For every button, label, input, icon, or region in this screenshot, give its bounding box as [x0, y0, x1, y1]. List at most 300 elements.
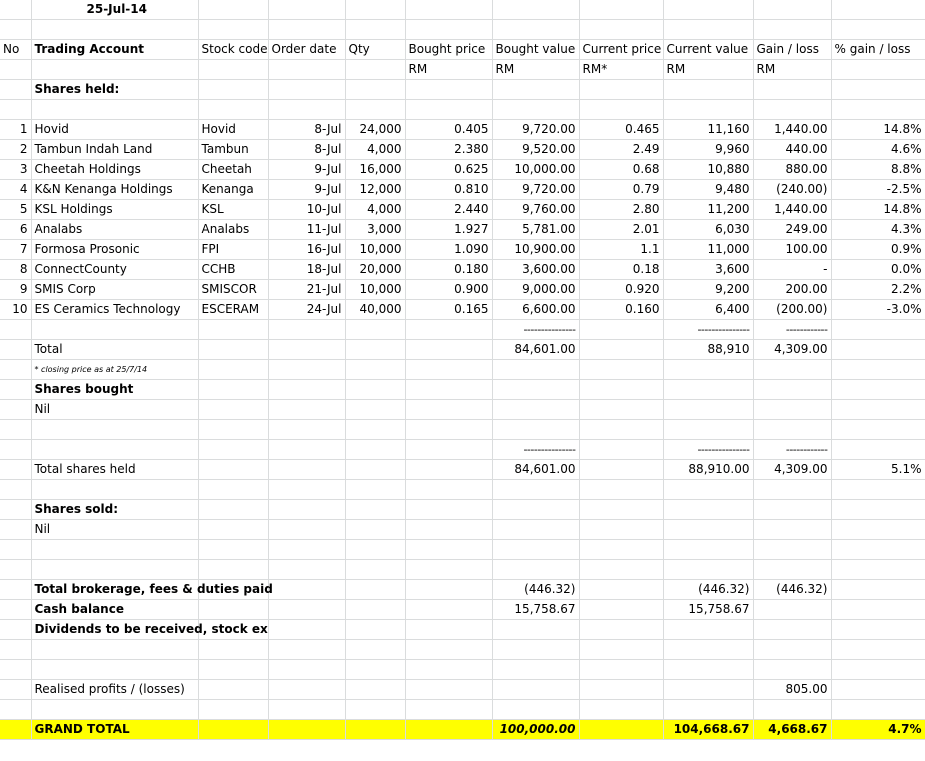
empty-cell[interactable] — [405, 600, 492, 620]
cell-bought-value[interactable]: 9,760.00 — [492, 200, 579, 220]
empty-cell[interactable] — [31, 420, 198, 440]
empty-cell[interactable] — [579, 680, 663, 700]
subtotal-line[interactable]: ------------ — [753, 320, 831, 340]
empty-cell[interactable] — [663, 480, 753, 500]
empty-cell[interactable] — [268, 720, 345, 740]
total-held-gain[interactable]: 4,309.00 — [753, 460, 831, 480]
cash-balance-label[interactable]: Cash balance — [31, 600, 198, 620]
cell-current-value[interactable]: 9,480 — [663, 180, 753, 200]
cell-no[interactable]: 2 — [0, 140, 31, 160]
empty-cell[interactable] — [831, 600, 925, 620]
empty-cell[interactable] — [198, 520, 268, 540]
grand-total-pct[interactable]: 4.7% — [831, 720, 925, 740]
cell-qty[interactable]: 4,000 — [345, 200, 405, 220]
empty-cell[interactable] — [268, 500, 345, 520]
empty-cell[interactable] — [579, 380, 663, 400]
empty-cell[interactable] — [198, 560, 268, 580]
empty-cell[interactable] — [579, 360, 663, 380]
cell-order-date[interactable]: 10-Jul — [268, 200, 345, 220]
empty-cell[interactable] — [268, 520, 345, 540]
empty-cell[interactable] — [0, 720, 31, 740]
empty-cell[interactable] — [579, 620, 663, 640]
empty-cell[interactable] — [663, 360, 753, 380]
empty-cell[interactable] — [268, 320, 345, 340]
empty-cell[interactable] — [753, 0, 831, 20]
shares-sold-value[interactable]: Nil — [31, 520, 198, 540]
cell-bought-value[interactable]: 3,600.00 — [492, 260, 579, 280]
empty-cell[interactable] — [345, 520, 405, 540]
empty-cell[interactable] — [492, 0, 579, 20]
shares-bought-value[interactable]: Nil — [31, 400, 198, 420]
cell-current-price[interactable]: 2.49 — [579, 140, 663, 160]
empty-cell[interactable] — [405, 340, 492, 360]
empty-cell[interactable] — [753, 600, 831, 620]
empty-cell[interactable] — [345, 560, 405, 580]
empty-cell[interactable] — [0, 600, 31, 620]
empty-cell[interactable] — [753, 360, 831, 380]
empty-cell[interactable] — [579, 340, 663, 360]
header-gain-loss[interactable]: Gain / loss — [753, 40, 831, 60]
empty-cell[interactable] — [405, 480, 492, 500]
cell-bought-price[interactable]: 0.180 — [405, 260, 492, 280]
empty-cell[interactable] — [198, 680, 268, 700]
empty-cell[interactable] — [345, 420, 405, 440]
cell-order-date[interactable]: 18-Jul — [268, 260, 345, 280]
empty-cell[interactable] — [579, 460, 663, 480]
empty-cell[interactable] — [198, 540, 268, 560]
subtotal-line[interactable]: --------------- — [492, 440, 579, 460]
header-order-date[interactable]: Order date — [268, 40, 345, 60]
realised-gain[interactable]: 805.00 — [753, 680, 831, 700]
empty-cell[interactable] — [405, 100, 492, 120]
empty-cell[interactable] — [753, 540, 831, 560]
unit-current-value[interactable]: RM — [663, 60, 753, 80]
unit-gain-loss[interactable]: RM — [753, 60, 831, 80]
cell-gain-loss[interactable]: 200.00 — [753, 280, 831, 300]
empty-cell[interactable] — [579, 320, 663, 340]
cell-bought-value[interactable]: 6,600.00 — [492, 300, 579, 320]
empty-cell[interactable] — [0, 540, 31, 560]
empty-cell[interactable] — [579, 700, 663, 720]
empty-cell[interactable] — [268, 420, 345, 440]
cell-current-value[interactable]: 11,200 — [663, 200, 753, 220]
empty-cell[interactable] — [345, 720, 405, 740]
cell-no[interactable]: 5 — [0, 200, 31, 220]
empty-cell[interactable] — [579, 480, 663, 500]
empty-cell[interactable] — [579, 580, 663, 600]
cell-no[interactable]: 4 — [0, 180, 31, 200]
header-qty[interactable]: Qty — [345, 40, 405, 60]
cell-stock-name[interactable]: SMIS Corp — [31, 280, 198, 300]
total-gain[interactable]: 4,309.00 — [753, 340, 831, 360]
cell-stock-code[interactable]: Kenanga — [198, 180, 268, 200]
empty-cell[interactable] — [663, 540, 753, 560]
empty-cell[interactable] — [198, 100, 268, 120]
empty-cell[interactable] — [31, 60, 198, 80]
header-bought-value[interactable]: Bought value — [492, 40, 579, 60]
cell-bought-price[interactable]: 0.625 — [405, 160, 492, 180]
empty-cell[interactable] — [198, 480, 268, 500]
empty-cell[interactable] — [663, 640, 753, 660]
empty-cell[interactable] — [31, 560, 198, 580]
unit-bought-price[interactable]: RM — [405, 60, 492, 80]
empty-cell[interactable] — [492, 640, 579, 660]
empty-cell[interactable] — [268, 460, 345, 480]
subtotal-line[interactable]: --------------- — [492, 320, 579, 340]
empty-cell[interactable] — [405, 360, 492, 380]
cell-stock-code[interactable]: Analabs — [198, 220, 268, 240]
cell-bought-price[interactable]: 0.405 — [405, 120, 492, 140]
empty-cell[interactable] — [663, 560, 753, 580]
empty-cell[interactable] — [0, 620, 31, 640]
empty-cell[interactable] — [345, 340, 405, 360]
empty-cell[interactable] — [492, 80, 579, 100]
cell-gain-loss[interactable]: 249.00 — [753, 220, 831, 240]
cell-current-price[interactable]: 2.80 — [579, 200, 663, 220]
cell-qty[interactable]: 40,000 — [345, 300, 405, 320]
empty-cell[interactable] — [492, 660, 579, 680]
empty-cell[interactable] — [0, 520, 31, 540]
empty-cell[interactable] — [579, 600, 663, 620]
empty-cell[interactable] — [753, 80, 831, 100]
empty-cell[interactable] — [268, 60, 345, 80]
cell-stock-code[interactable]: FPI — [198, 240, 268, 260]
empty-cell[interactable] — [492, 380, 579, 400]
cell-current-price[interactable]: 0.68 — [579, 160, 663, 180]
empty-cell[interactable] — [0, 360, 31, 380]
empty-cell[interactable] — [492, 680, 579, 700]
empty-cell[interactable] — [831, 440, 925, 460]
empty-cell[interactable] — [198, 640, 268, 660]
cell-current-value[interactable]: 11,000 — [663, 240, 753, 260]
cell-current-price[interactable]: 0.160 — [579, 300, 663, 320]
empty-cell[interactable] — [753, 100, 831, 120]
empty-cell[interactable] — [0, 660, 31, 680]
empty-cell[interactable] — [753, 640, 831, 660]
empty-cell[interactable] — [492, 520, 579, 540]
empty-cell[interactable] — [268, 640, 345, 660]
empty-cell[interactable] — [405, 720, 492, 740]
empty-cell[interactable] — [0, 500, 31, 520]
empty-cell[interactable] — [268, 540, 345, 560]
empty-cell[interactable] — [579, 420, 663, 440]
empty-cell[interactable] — [198, 420, 268, 440]
cell-current-price[interactable]: 1.1 — [579, 240, 663, 260]
empty-cell[interactable] — [492, 400, 579, 420]
cell-pct-gain[interactable]: -2.5% — [831, 180, 925, 200]
empty-cell[interactable] — [198, 0, 268, 20]
empty-cell[interactable] — [492, 20, 579, 40]
cell-bought-price[interactable]: 2.440 — [405, 200, 492, 220]
empty-cell[interactable] — [405, 320, 492, 340]
closing-price-note[interactable]: * closing price as at 25/7/14 — [31, 360, 198, 380]
cell-qty[interactable]: 10,000 — [345, 240, 405, 260]
empty-cell[interactable] — [31, 320, 198, 340]
cell-gain-loss[interactable]: 1,440.00 — [753, 200, 831, 220]
cell-no[interactable]: 7 — [0, 240, 31, 260]
cell-order-date[interactable]: 9-Jul — [268, 180, 345, 200]
empty-cell[interactable] — [0, 580, 31, 600]
empty-cell[interactable] — [753, 500, 831, 520]
unit-current-price[interactable]: RM* — [579, 60, 663, 80]
empty-cell[interactable] — [0, 60, 31, 80]
dividends-label[interactable]: Dividends to be received, stock ex — [31, 620, 198, 640]
empty-cell[interactable] — [753, 560, 831, 580]
cell-current-price[interactable]: 0.79 — [579, 180, 663, 200]
cell-gain-loss[interactable]: (200.00) — [753, 300, 831, 320]
empty-cell[interactable] — [198, 360, 268, 380]
empty-cell[interactable] — [405, 540, 492, 560]
empty-cell[interactable] — [831, 520, 925, 540]
empty-cell[interactable] — [405, 440, 492, 460]
empty-cell[interactable] — [198, 460, 268, 480]
empty-cell[interactable] — [0, 420, 31, 440]
cell-stock-code[interactable]: Hovid — [198, 120, 268, 140]
subtotal-line[interactable]: --------------- — [663, 440, 753, 460]
empty-cell[interactable] — [831, 700, 925, 720]
empty-cell[interactable] — [579, 720, 663, 740]
header-pct-gain[interactable]: % gain / loss — [831, 40, 925, 60]
cell-bought-price[interactable]: 0.165 — [405, 300, 492, 320]
empty-cell[interactable] — [31, 540, 198, 560]
cell-gain-loss[interactable]: 440.00 — [753, 140, 831, 160]
cell-order-date[interactable]: 24-Jul — [268, 300, 345, 320]
empty-cell[interactable] — [198, 720, 268, 740]
empty-cell[interactable] — [663, 0, 753, 20]
empty-cell[interactable] — [579, 540, 663, 560]
empty-cell[interactable] — [345, 700, 405, 720]
cell-qty[interactable]: 3,000 — [345, 220, 405, 240]
empty-cell[interactable] — [492, 480, 579, 500]
empty-cell[interactable] — [405, 380, 492, 400]
empty-cell[interactable] — [268, 620, 345, 640]
cash-bought-value[interactable]: 15,758.67 — [492, 600, 579, 620]
empty-cell[interactable] — [579, 400, 663, 420]
empty-cell[interactable] — [268, 560, 345, 580]
header-account[interactable]: Trading Account — [31, 40, 198, 60]
cell-current-value[interactable]: 3,600 — [663, 260, 753, 280]
shares-held-label[interactable]: Shares held: — [31, 80, 198, 100]
cell-stock-code[interactable]: SMISCOR — [198, 280, 268, 300]
empty-cell[interactable] — [492, 500, 579, 520]
cell-current-value[interactable]: 9,960 — [663, 140, 753, 160]
empty-cell[interactable] — [0, 560, 31, 580]
empty-cell[interactable] — [831, 320, 925, 340]
cell-pct-gain[interactable]: 0.9% — [831, 240, 925, 260]
empty-cell[interactable] — [268, 0, 345, 20]
empty-cell[interactable] — [405, 620, 492, 640]
empty-cell[interactable] — [663, 620, 753, 640]
empty-cell[interactable] — [345, 640, 405, 660]
cell-qty[interactable]: 10,000 — [345, 280, 405, 300]
empty-cell[interactable] — [663, 100, 753, 120]
empty-cell[interactable] — [579, 0, 663, 20]
header-no[interactable]: No — [0, 40, 31, 60]
empty-cell[interactable] — [345, 320, 405, 340]
empty-cell[interactable] — [663, 20, 753, 40]
empty-cell[interactable] — [198, 500, 268, 520]
empty-cell[interactable] — [345, 600, 405, 620]
cell-order-date[interactable]: 9-Jul — [268, 160, 345, 180]
cell-current-value[interactable]: 10,880 — [663, 160, 753, 180]
empty-cell[interactable] — [268, 660, 345, 680]
empty-cell[interactable] — [0, 100, 31, 120]
empty-cell[interactable] — [492, 420, 579, 440]
empty-cell[interactable] — [831, 660, 925, 680]
cell-no[interactable]: 6 — [0, 220, 31, 240]
empty-cell[interactable] — [405, 580, 492, 600]
empty-cell[interactable] — [492, 620, 579, 640]
empty-cell[interactable] — [753, 480, 831, 500]
empty-cell[interactable] — [345, 100, 405, 120]
brokerage-current-value[interactable]: (446.32) — [663, 580, 753, 600]
empty-cell[interactable] — [198, 660, 268, 680]
empty-cell[interactable] — [345, 460, 405, 480]
empty-cell[interactable] — [345, 380, 405, 400]
empty-cell[interactable] — [345, 360, 405, 380]
cell-no[interactable]: 10 — [0, 300, 31, 320]
empty-cell[interactable] — [31, 700, 198, 720]
cell-pct-gain[interactable]: 0.0% — [831, 260, 925, 280]
grand-total-bought-value[interactable]: 100,000.00 — [492, 720, 579, 740]
empty-cell[interactable] — [753, 520, 831, 540]
cell-stock-name[interactable]: Analabs — [31, 220, 198, 240]
empty-cell[interactable] — [345, 80, 405, 100]
empty-cell[interactable] — [31, 440, 198, 460]
empty-cell[interactable] — [198, 20, 268, 40]
cell-stock-name[interactable]: Formosa Prosonic — [31, 240, 198, 260]
empty-cell[interactable] — [31, 480, 198, 500]
total-label[interactable]: Total — [31, 340, 198, 360]
empty-cell[interactable] — [198, 320, 268, 340]
cell-qty[interactable]: 24,000 — [345, 120, 405, 140]
empty-cell[interactable] — [198, 380, 268, 400]
empty-cell[interactable] — [405, 520, 492, 540]
empty-cell[interactable] — [753, 420, 831, 440]
shares-bought-label[interactable]: Shares bought — [31, 380, 198, 400]
cell-pct-gain[interactable]: 14.8% — [831, 120, 925, 140]
empty-cell[interactable] — [0, 380, 31, 400]
cell-order-date[interactable]: 8-Jul — [268, 140, 345, 160]
empty-cell[interactable] — [492, 100, 579, 120]
empty-cell[interactable] — [31, 640, 198, 660]
cell-stock-name[interactable]: ConnectCounty — [31, 260, 198, 280]
cell-pct-gain[interactable]: -3.0% — [831, 300, 925, 320]
total-held-pct[interactable]: 5.1% — [831, 460, 925, 480]
cell-bought-value[interactable]: 10,900.00 — [492, 240, 579, 260]
empty-cell[interactable] — [831, 100, 925, 120]
empty-cell[interactable] — [831, 80, 925, 100]
empty-cell[interactable] — [345, 660, 405, 680]
empty-cell[interactable] — [345, 620, 405, 640]
empty-cell[interactable] — [0, 80, 31, 100]
cell-bought-value[interactable]: 9,720.00 — [492, 180, 579, 200]
empty-cell[interactable] — [405, 420, 492, 440]
grand-total-label[interactable]: GRAND TOTAL — [31, 720, 198, 740]
cell-qty[interactable]: 20,000 — [345, 260, 405, 280]
empty-cell[interactable] — [268, 580, 345, 600]
empty-cell[interactable] — [31, 660, 198, 680]
empty-cell[interactable] — [198, 600, 268, 620]
cell-stock-code[interactable]: KSL — [198, 200, 268, 220]
empty-cell[interactable] — [579, 100, 663, 120]
unit-bought-value[interactable]: RM — [492, 60, 579, 80]
empty-cell[interactable] — [831, 480, 925, 500]
empty-cell[interactable] — [0, 680, 31, 700]
cell-gain-loss[interactable]: (240.00) — [753, 180, 831, 200]
empty-cell[interactable] — [831, 20, 925, 40]
header-bought-price[interactable]: Bought price — [405, 40, 492, 60]
subtotal-line[interactable]: ------------ — [753, 440, 831, 460]
cell-stock-code[interactable]: Tambun — [198, 140, 268, 160]
cell-pct-gain[interactable]: 4.3% — [831, 220, 925, 240]
empty-cell[interactable] — [663, 660, 753, 680]
empty-cell[interactable] — [831, 580, 925, 600]
empty-cell[interactable] — [579, 660, 663, 680]
empty-cell[interactable] — [0, 400, 31, 420]
empty-cell[interactable] — [405, 400, 492, 420]
cell-current-value[interactable]: 9,200 — [663, 280, 753, 300]
cell-current-price[interactable]: 0.18 — [579, 260, 663, 280]
cell-current-price[interactable]: 2.01 — [579, 220, 663, 240]
empty-cell[interactable] — [405, 500, 492, 520]
empty-cell[interactable] — [345, 60, 405, 80]
cell-stock-name[interactable]: Tambun Indah Land — [31, 140, 198, 160]
empty-cell[interactable] — [405, 640, 492, 660]
empty-cell[interactable] — [198, 400, 268, 420]
cell-stock-name[interactable]: Hovid — [31, 120, 198, 140]
empty-cell[interactable] — [345, 540, 405, 560]
cell-stock-name[interactable]: ES Ceramics Technology — [31, 300, 198, 320]
cell-stock-name[interactable]: KSL Holdings — [31, 200, 198, 220]
empty-cell[interactable] — [753, 660, 831, 680]
cell-order-date[interactable]: 11-Jul — [268, 220, 345, 240]
header-current-value[interactable]: Current value — [663, 40, 753, 60]
empty-cell[interactable] — [268, 600, 345, 620]
cell-current-price[interactable]: 0.920 — [579, 280, 663, 300]
cell-bought-value[interactable]: 9,720.00 — [492, 120, 579, 140]
empty-cell[interactable] — [345, 480, 405, 500]
empty-cell[interactable] — [0, 440, 31, 460]
empty-cell[interactable] — [753, 620, 831, 640]
empty-cell[interactable] — [831, 640, 925, 660]
empty-cell[interactable] — [405, 680, 492, 700]
empty-cell[interactable] — [663, 500, 753, 520]
empty-cell[interactable] — [492, 560, 579, 580]
empty-cell[interactable] — [268, 380, 345, 400]
empty-cell[interactable] — [0, 20, 31, 40]
empty-cell[interactable] — [579, 440, 663, 460]
empty-cell[interactable] — [831, 420, 925, 440]
empty-cell[interactable] — [345, 0, 405, 20]
cash-current-value[interactable]: 15,758.67 — [663, 600, 753, 620]
empty-cell[interactable] — [663, 380, 753, 400]
empty-cell[interactable] — [268, 360, 345, 380]
cell-gain-loss[interactable]: - — [753, 260, 831, 280]
empty-cell[interactable] — [268, 700, 345, 720]
empty-cell[interactable] — [663, 520, 753, 540]
subtotal-line[interactable]: --------------- — [663, 320, 753, 340]
cell-bought-price[interactable]: 2.380 — [405, 140, 492, 160]
header-current-price[interactable]: Current price — [579, 40, 663, 60]
empty-cell[interactable] — [492, 540, 579, 560]
empty-cell[interactable] — [405, 0, 492, 20]
total-held-label[interactable]: Total shares held — [31, 460, 198, 480]
cell-pct-gain[interactable]: 4.6% — [831, 140, 925, 160]
empty-cell[interactable] — [579, 640, 663, 660]
brokerage-gain[interactable]: (446.32) — [753, 580, 831, 600]
empty-cell[interactable] — [0, 320, 31, 340]
